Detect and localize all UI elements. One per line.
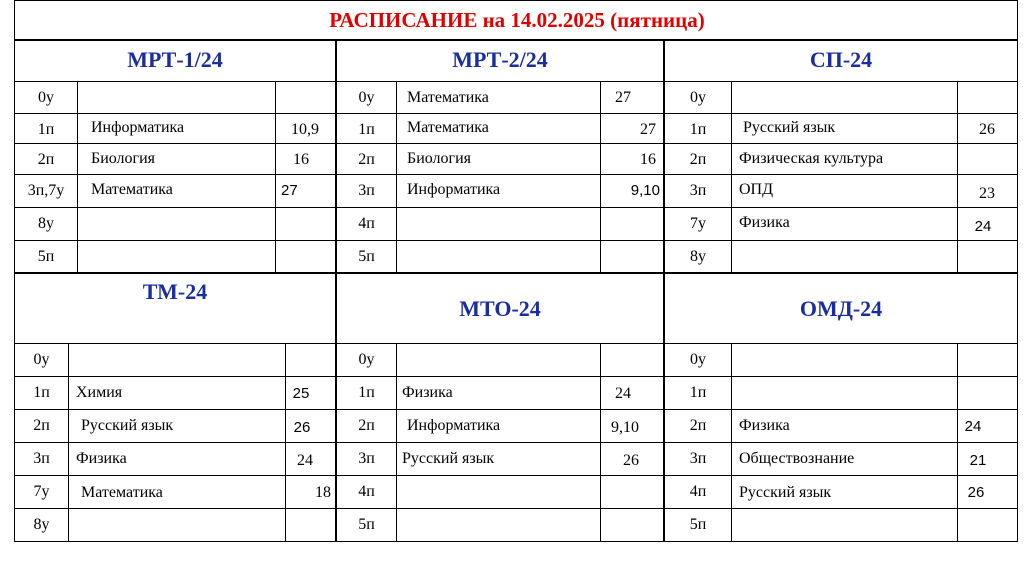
- pair-number: 0у: [690, 351, 706, 368]
- pair-number: 2п: [689, 151, 707, 168]
- subject-name: Физика: [739, 417, 790, 434]
- subject-name: Русский язык: [743, 119, 836, 136]
- schedule-sheet: [14, 0, 1018, 542]
- pair-number: 0у: [358, 89, 375, 106]
- pair-number: 0у: [38, 89, 54, 106]
- room-number: 23: [979, 185, 995, 202]
- room-number: 24: [615, 385, 631, 402]
- pair-number: 3п: [689, 182, 707, 199]
- pair-number: 5п: [358, 248, 375, 265]
- pair-number: 7у: [690, 215, 706, 232]
- pair-number: 8у: [33, 516, 50, 533]
- subject-name: ОПД: [739, 181, 774, 198]
- room-number: 24: [964, 418, 982, 435]
- pair-number: 0у: [690, 89, 706, 106]
- pair-number: 1п: [33, 384, 50, 401]
- pair-number: 3п: [358, 450, 375, 467]
- group-header: МРТ-1/24: [127, 47, 223, 72]
- divider: [15, 376, 1017, 377]
- subject-name: Обществознание: [739, 450, 855, 467]
- pair-number: 1п: [37, 121, 55, 138]
- pair-number: 3п,7у: [27, 182, 65, 199]
- pair-number: 3п: [358, 182, 375, 199]
- subject-name: Математика: [407, 119, 489, 136]
- pair-number: 8у: [38, 215, 54, 232]
- room-number: 24: [297, 452, 313, 469]
- subject-name: Русский язык: [402, 450, 495, 467]
- divider: [731, 81, 732, 272]
- subject-name: Информатика: [407, 417, 501, 434]
- divider: [68, 343, 69, 541]
- divider: [15, 343, 1017, 344]
- pair-number: 2п: [358, 417, 375, 434]
- pair-number: 5п: [37, 248, 55, 265]
- room-number: 18: [315, 484, 331, 501]
- pair-number: 1п: [358, 384, 375, 401]
- room-number: 27: [281, 182, 298, 199]
- room-number: 26: [967, 484, 985, 501]
- divider: [396, 81, 397, 272]
- subject-name: Информатика: [91, 119, 185, 136]
- subject-name: Математика: [407, 89, 489, 106]
- schedule-title: РАСПИСАНИЕ на 14.02.2025 (пятница): [329, 7, 705, 32]
- divider: [15, 475, 1017, 476]
- pair-number: 4п: [358, 215, 375, 232]
- pair-number: 4п: [358, 483, 375, 500]
- divider: [396, 343, 397, 541]
- room-number: 27: [615, 89, 631, 106]
- pair-number: 1п: [689, 384, 707, 401]
- divider: [77, 81, 78, 272]
- pair-number: 2п: [689, 417, 707, 434]
- subject-name: Русский язык: [739, 484, 832, 501]
- subject-name: Физика: [402, 384, 453, 401]
- subject-name: Физика: [76, 450, 127, 467]
- pair-number: 3п: [689, 450, 707, 467]
- subject-name: Математика: [91, 181, 173, 198]
- room-number: 25: [292, 385, 310, 402]
- group-header: МРТ-2/24: [452, 47, 548, 72]
- subject-name: Математика: [81, 484, 163, 501]
- divider: [15, 81, 1017, 82]
- pair-number: 7у: [33, 483, 50, 500]
- pair-number: 5п: [358, 516, 375, 533]
- group-header: МТО-24: [459, 295, 541, 321]
- pair-number: 3п: [33, 450, 50, 467]
- room-number: 16: [293, 151, 309, 168]
- group-header: ТМ-24: [142, 279, 208, 304]
- subject-name: Биология: [91, 150, 156, 167]
- room-number: 16: [640, 151, 656, 168]
- subject-name: Физическая культура: [739, 150, 884, 167]
- room-number: 21: [969, 452, 987, 469]
- divider: [15, 240, 1017, 241]
- group-header: СП-24: [809, 47, 873, 72]
- room-number: 9,10: [611, 419, 639, 436]
- room-number: 9,10: [630, 182, 660, 199]
- pair-number: 1п: [689, 121, 707, 138]
- divider: [15, 508, 1017, 509]
- divider: [731, 343, 732, 541]
- subject-name: Химия: [76, 384, 123, 401]
- pair-number: 1п: [358, 121, 375, 138]
- pair-number: 2п: [37, 151, 55, 168]
- room-number: 24: [974, 218, 992, 235]
- room-number: 10,9: [291, 121, 319, 138]
- pair-number: 0у: [358, 351, 375, 368]
- room-number: 27: [640, 121, 656, 138]
- subject-name: Биология: [407, 150, 472, 167]
- room-number: 26: [979, 121, 995, 138]
- subject-name: Физика: [739, 214, 790, 231]
- room-number: 26: [623, 452, 639, 469]
- pair-number: 4п: [689, 483, 707, 500]
- group-header: ОМД-24: [799, 295, 883, 321]
- pair-number: 2п: [33, 417, 50, 434]
- pair-number: 8у: [690, 248, 706, 265]
- pair-number: 5п: [689, 516, 707, 533]
- divider: [15, 207, 1017, 208]
- subject-name: Русский язык: [81, 417, 174, 434]
- pair-number: 2п: [358, 151, 375, 168]
- pair-number: 0у: [33, 351, 50, 368]
- subject-name: Информатика: [407, 181, 501, 198]
- room-number: 26: [293, 419, 311, 436]
